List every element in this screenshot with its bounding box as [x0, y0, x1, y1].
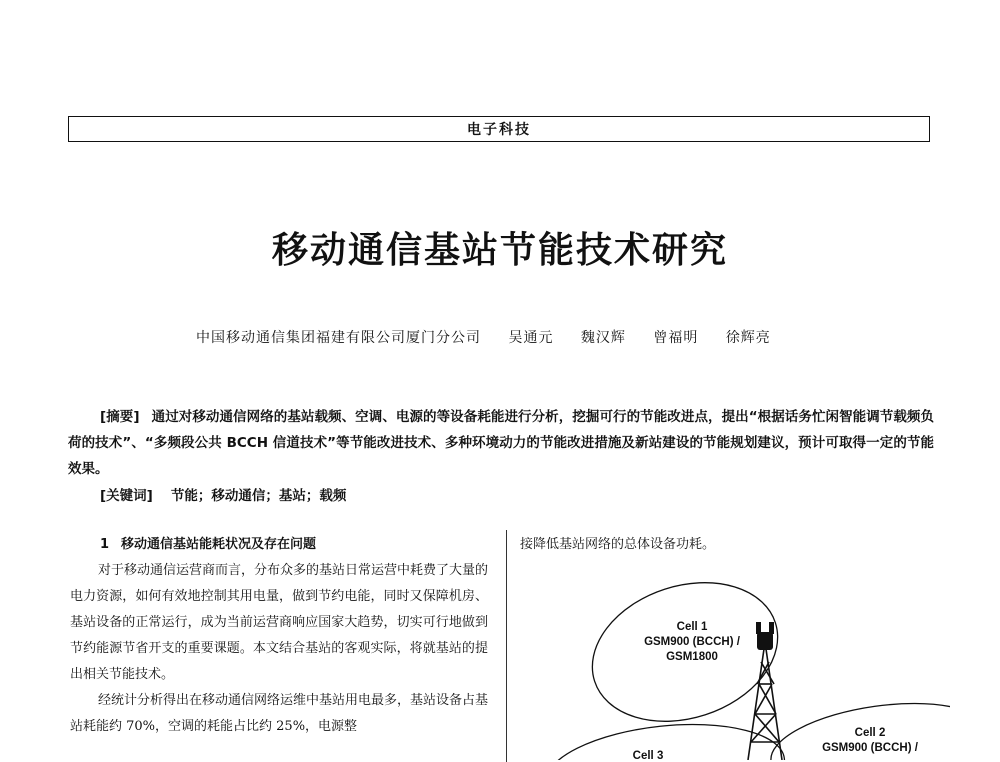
cell-coverage-diagram [520, 556, 950, 760]
cell1-label-name: Cell 1 [676, 621, 708, 633]
continued-text: 接降低基站网络的总体设备功耗。 [520, 537, 716, 552]
antenna-icon [756, 622, 774, 650]
author-name: 徐辉亮 [725, 330, 771, 346]
section-heading [100, 532, 488, 558]
journal-header: 电子科技 [68, 116, 930, 142]
abstract [68, 404, 934, 482]
article-title: 移动通信基站节能技术研究 [271, 230, 728, 271]
keywords-label: [关键词] [100, 488, 153, 504]
keywords-text: 节能；移动通信；基站；载频 [170, 488, 347, 504]
cell3-label-name: Cell 3 [632, 750, 664, 760]
body-paragraph: 对于移动通信运营商而言，分布众多的基站日常运营中耗费了大量的电力资源，如何有效地控制其用电量，做到节约电能，同时又保障机房、基站设备的正常运行，成为当前运营商响应国家大趋势，切实可行地做到节约能源节省开支的重要课题。本文结合基站的客观实际，将就基站的提出相关节能技术。 [70, 563, 489, 682]
author-line [196, 327, 816, 347]
right-column [520, 532, 940, 558]
section-title: 移动通信基站能耗状况及存在问题 [121, 537, 317, 552]
cell1-label-band: GSM1800 [666, 651, 718, 663]
left-column [70, 532, 488, 740]
column-divider [506, 530, 507, 762]
cell2-label-name: Cell 2 [854, 727, 886, 739]
author-name: 曾福明 [653, 330, 699, 346]
body-paragraph: 经统计分析得出在移动通信网络运维中基站用电最多，基站设备占基站耗能约 70%，空调的耗能占比约 25%，电源整 [70, 693, 489, 734]
section-number: 1 [100, 537, 110, 552]
cell2-label-tech: GSM900 (BCCH) / [822, 742, 918, 754]
abstract-text: 通过对移动通信网络的基站载频、空调、电源的等设备耗能进行分析，挖掘可行的节能改进点，提出“根据话务忙闲智能调节载频负荷的技术”、“多频段公共 BCCH 信道技术”等节能改进技术、多种环境动力的节能改进措施及新站建设的节能规划建议，预计可取得一定的节能效果。 [68, 409, 935, 477]
base-station-tower-icon [748, 642, 782, 760]
author-name: 魏汉辉 [580, 330, 626, 346]
cell1-label-tech: GSM900 (BCCH) / [644, 636, 740, 648]
keywords [100, 484, 346, 504]
abstract-label: [摘要] [100, 409, 140, 425]
author-name: 吴通元 [508, 330, 554, 346]
affiliation: 中国移动通信集团福建有限公司厦门分公司 [196, 330, 481, 346]
